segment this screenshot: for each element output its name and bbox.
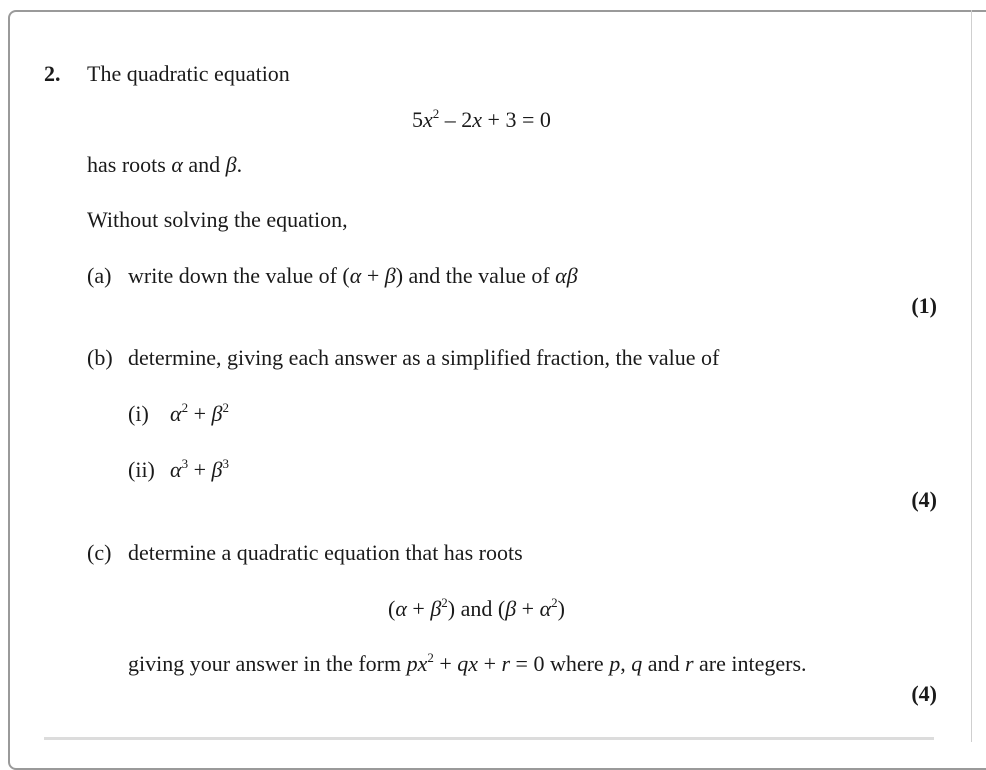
question-number: 2. <box>44 61 61 86</box>
part-b-i-label: (i) <box>128 401 149 426</box>
part-a-text: write down the value of (α + β) and the value of αβ <box>128 263 578 288</box>
part-b-label: (b) <box>87 345 113 370</box>
main-equation: $5x^2 - 2x + 3 = 0$ <box>412 106 551 132</box>
part-c-roots: $(\alpha + \beta^2)$ and $(\beta + \alpha^2)$ <box>388 595 565 621</box>
instruction-text: Without solving the equation, <box>87 207 348 232</box>
part-a-marks: (1) <box>911 293 937 318</box>
part-c-text: determine a quadratic equation that has roots <box>128 540 523 565</box>
question-intro: The quadratic equation <box>87 61 290 86</box>
part-c-marks: (4) <box>911 681 937 706</box>
part-c-form: giving your answer in the form $px^2$ + qx + r = 0 where p, q and r are integers. <box>128 650 807 676</box>
part-c-label: (c) <box>87 540 112 565</box>
roots-statement: has roots α and β. <box>87 152 243 177</box>
part-a-label: (a) <box>87 263 112 288</box>
part-b-marks: (4) <box>911 487 937 512</box>
right-divider <box>971 10 972 742</box>
part-b-text: determine, giving each answer as a simplified fraction, the value of <box>128 345 720 370</box>
bottom-divider <box>44 737 934 740</box>
part-b-ii-label: (ii) <box>128 457 155 482</box>
part-b-i-expr: $\alpha^2 + \beta^2$ <box>170 400 229 426</box>
part-b-ii-expr: $\alpha^3 + \beta^3$ <box>170 456 229 482</box>
